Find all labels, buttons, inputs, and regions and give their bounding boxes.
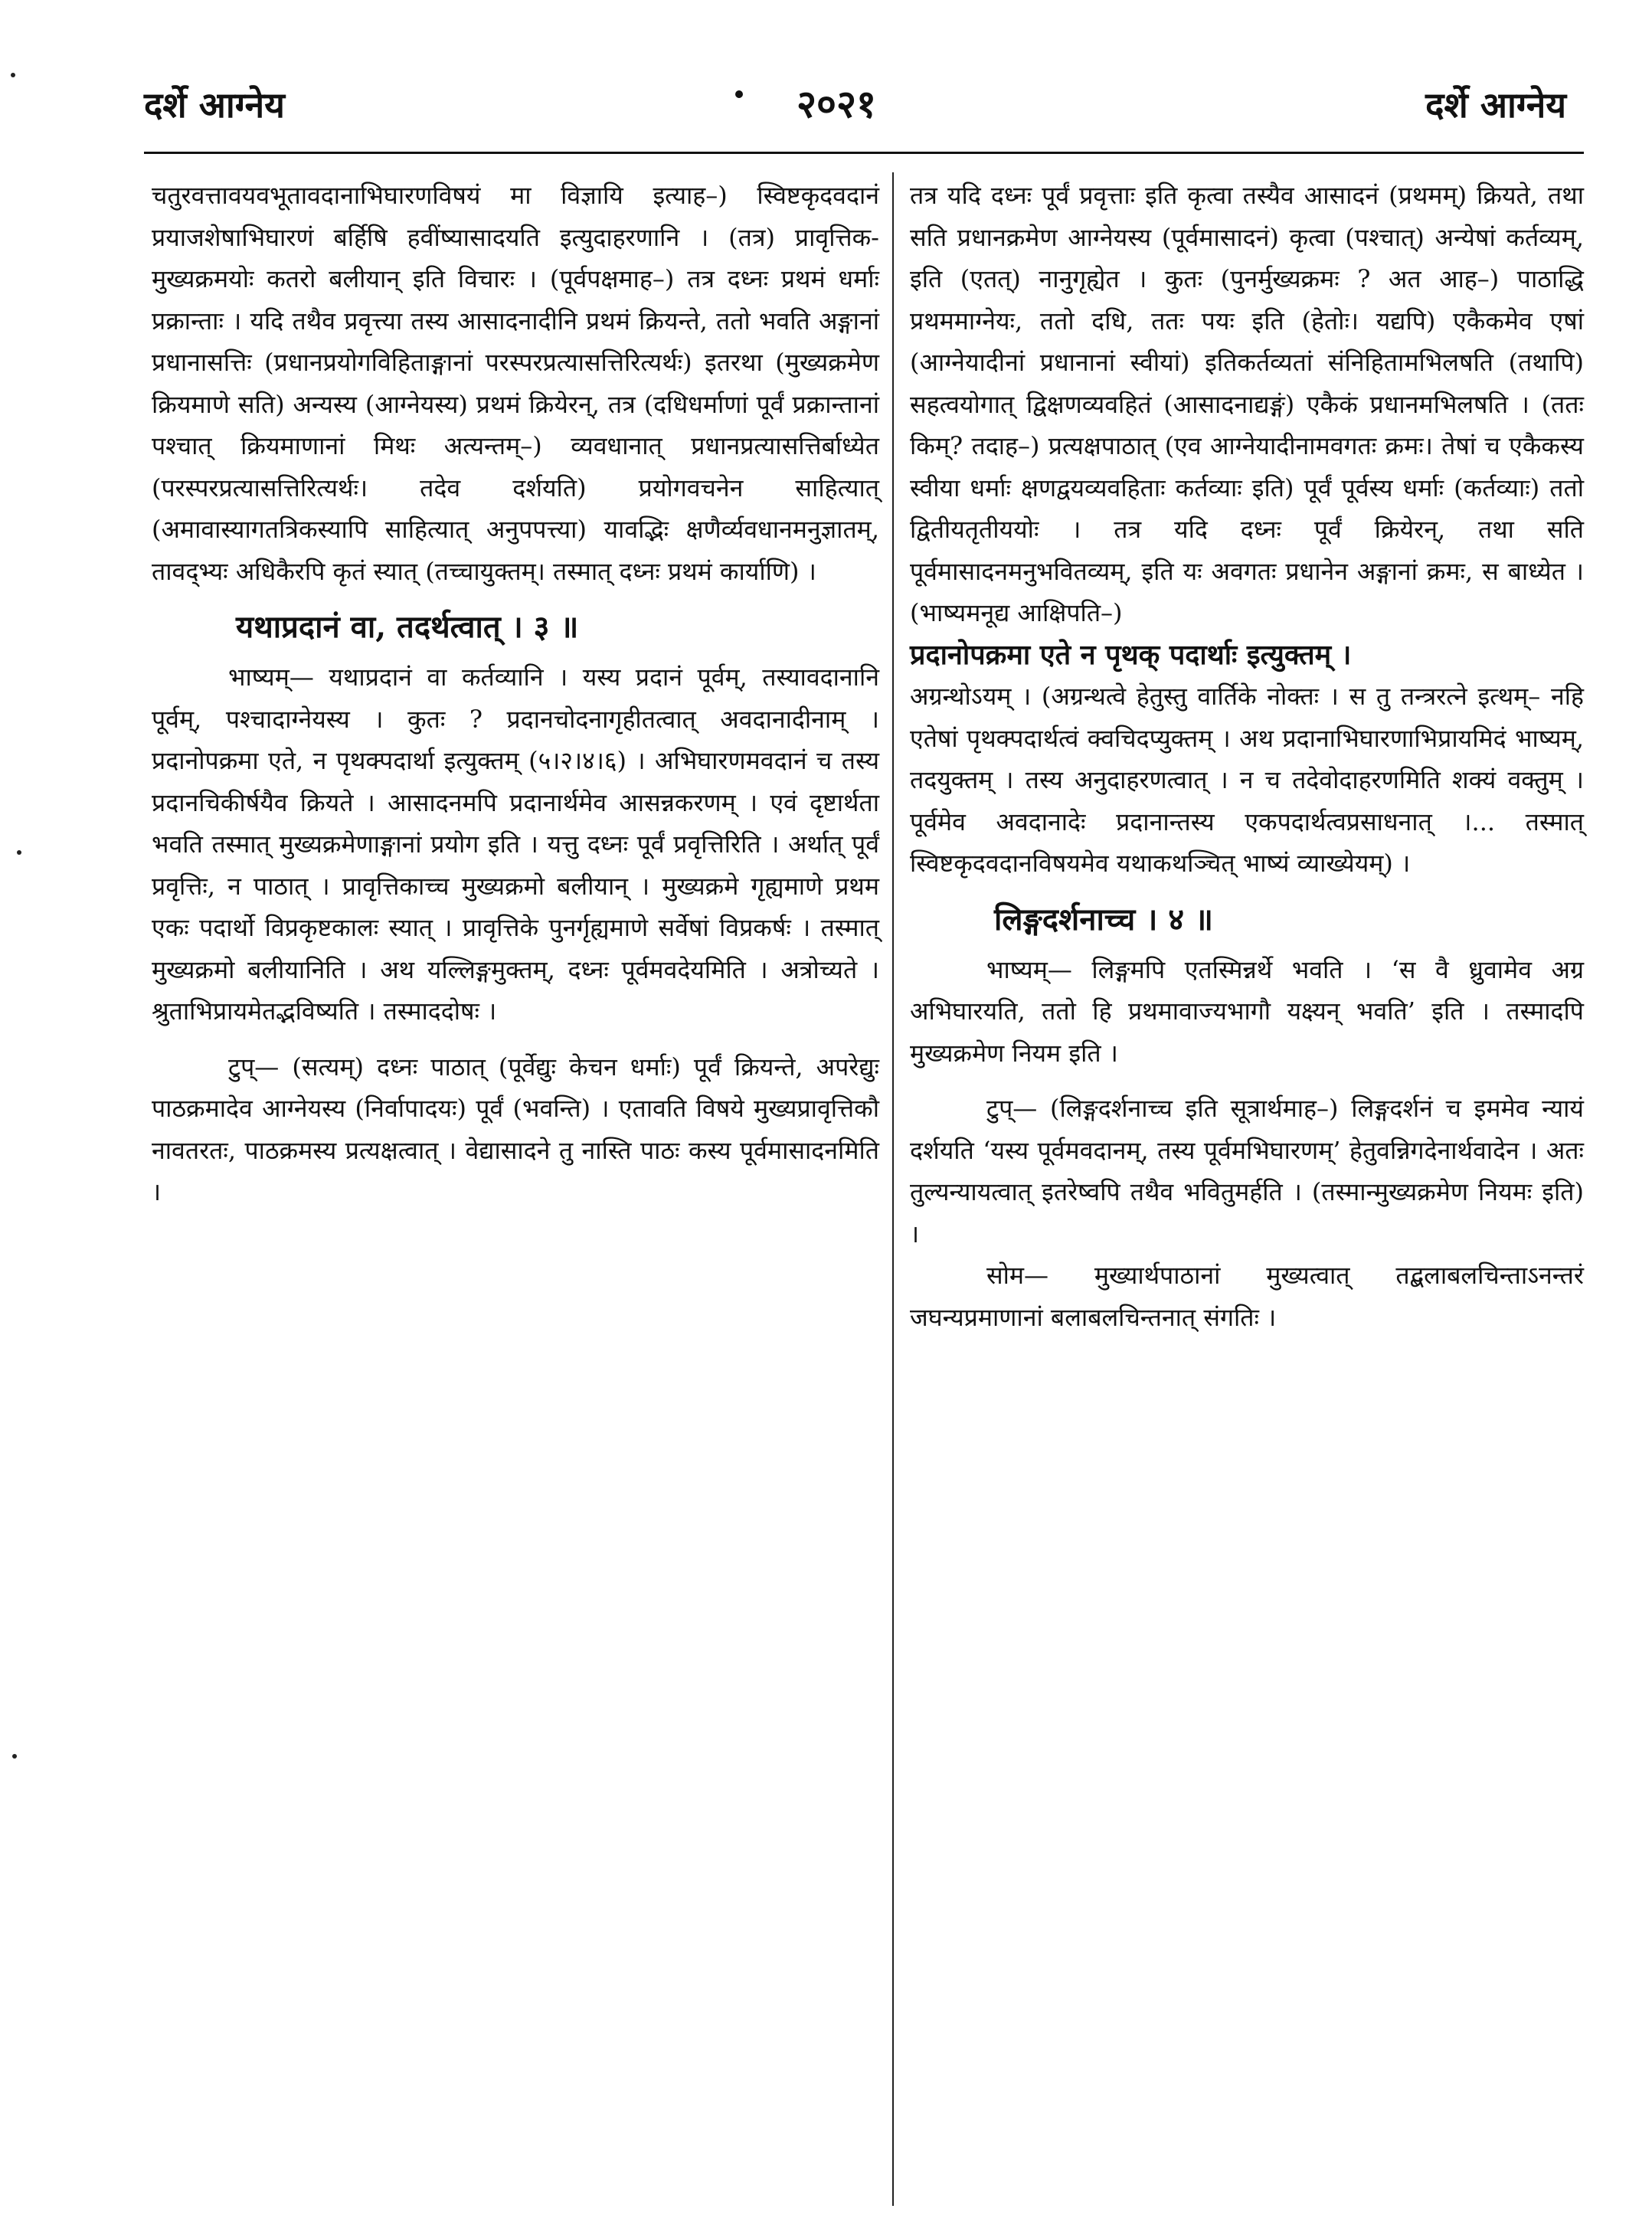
column-divider — [892, 172, 894, 2206]
running-head-right: दर्शे आग्नेय — [1425, 84, 1566, 126]
pratika-highlight: प्रदानोपक्रमा एते न पृथक् पदार्थाः इत्युक्तम् । — [910, 638, 1352, 671]
page-number: २०२१ — [797, 81, 876, 126]
header-rule — [144, 152, 1584, 154]
left-para-1: चतुरवत्तावयवभूतावदानाभिघारणविषयं मा विज्ञायि इत्याह–) स्विष्टकृदवदानं प्रयाजशेषाभिघारणं बर्हिषि हवींष्यासादयति इत्युदाहरणानि । (तत्र) प्रावृत्तिक-मुख्यक्रमयोः कतरो बलीयान् इति विचारः । (पूर्वपक्षमाह–) तत्र दध्नः प्रथमं धर्माः प्रक्रान्ताः । यदि तथैव प्रवृत्त्या तस्य आसादनादीनि प्रथमं क्रियन्ते, ततो भवति अङ्गानां प्रधानासत्तिः (प्रधानप्रयोगविहिताङ्गानां परस्परप्रत्यासत्तिरित्यर्थः) इतरथा (मुख्यक्रमेण क्रियमाणे सति) अन्यस्य (आग्नेयस्य) प्रथमं क्रियेरन्, तत्र (दधिधर्माणां पूर्वं प्रक्रान्तानां पश्चात् क्रियमाणानां मिथः अत्यन्तम्–) व्यवधानात् प्रधानप्रत्यासत्तिर्बाध्येत (परस्परप्रत्यासत्तिरित्यर्थः। तदेव दर्शयति) प्रयोगवचनेन साहित्यात् (अमावास्यागतत्रिकस्यापि साहित्यात् अनुपपत्त्या) यावद्भिः क्षणैर्व्यवधानमनुज्ञातम्, तावद्भ्यः अधिकैरपि कृतं स्यात् (तच्चायुक्तम्। तस्मात् दध्नः प्रथमं कार्याणि) । — [152, 181, 879, 586]
running-head-left: दर्शे आग्नेय — [144, 84, 285, 126]
sutra-3: यथाप्रदानं वा, तदर्थत्वात् । ३ ॥ — [236, 609, 579, 645]
soma-note: सोम— मुख्यार्थपाठानां मुख्यत्वात् तद्बलाबलचिन्ताऽनन्तरं जघन्यप्रमाणानां बलाबलचिन्तनात् संगतिः । — [910, 1261, 1584, 1332]
page-header — [0, 0, 1652, 153]
tup-4: टुप्— (लिङ्गदर्शनाच्च इति सूत्रार्थमाह–) लिङ्गदर्शनं च इममेव न्यायं दर्शयति ‘यस्य पूर्वमवदानम्, तस्य पूर्वमभिघारणम्’ हेतुवन्निगदेनार्थवादेन । अतः तुल्यन्यायत्वात् इतरेष्वपि तथैव भवितुमर्हति । (तस्मान्मुख्यक्रमेण नियमः इति) । — [910, 1094, 1584, 1248]
bhashya-4: भाष्यम्— लिङ्गमपि एतस्मिन्नर्थे भवति । ‘स वै ध्रुवामेव अग्र अभिघारयति, ततो हि प्रथमावाज्यभागौ यक्ष्यन् भवति’ इति । तस्मादपि मुख्यक्रमेण नियम इति । — [910, 954, 1584, 1068]
right-para-2: अग्रन्थोऽयम् । (अग्रन्थत्वे हेतुस्तु वार्तिके नोक्तः । स तु तन्त्ररत्ने इत्थम्– नहि एतेषां पृथक्पदार्थत्वं क्वचिदप्युक्तम् । अथ प्रदानाभिघारणाभिप्रायमिदं भाष्यम्, तदयुक्तम् । तस्य अनुदाहरणत्वात् । न च तदेवोदाहरणमिति शक्यं वक्तुम् । पूर्वमेव अवदानादेः प्रदानान्तस्य एकपदार्थत्वप्रसाधनात् ।... तस्मात् स्विष्टकृदवदानविषयमेव यथाकथञ्चित् भाष्यं व्याख्येयम्) । — [910, 682, 1584, 878]
left-column — [152, 175, 879, 1213]
header-dot — [735, 90, 743, 98]
scan-speck — [17, 850, 21, 855]
right-para-1: तत्र यदि दध्नः पूर्वं प्रवृत्ताः इति कृत्वा तस्यैव आसादनं (प्रथमम्) क्रियते, तथा सति प्रधानक्रमेण आग्नेयस्य (पूर्वमासादनं) कृत्वा (पश्चात्) अन्येषां कर्तव्यम्, इति (एतत्) नानुगृह्येत । कुतः (पुनर्मुख्यक्रमः ? अत आह–) पाठाद्धि प्रथममाग्नेयः, ततो दधि, ततः पयः इति (हेतोः। यद्यपि) एकैकमेव एषां (आग्नेयादीनां प्रधानानां स्वीयां) इतिकर्तव्यतां संनिहितामभिलषति (तथापि) सहत्वयोगात् द्विक्षणव्यवहितं (आसादनाद्यङ्गं) एकैकं प्रधानमभिलषति । (ततः किम्? तदाह–) प्रत्यक्षपाठात् (एव आग्नेयादीनामवगतः क्रमः। तेषां च एकैकस्य स्वीया धर्माः क्षणद्वयव्यवहिताः कर्तव्याः इति) पूर्वं पूर्वस्य धर्माः (कर्तव्याः) ततो द्वितीयतृतीययोः । तत्र यदि दध्नः पूर्वं क्रियेरन्, तथा सति पूर्वमासादनमनुभवितव्यम्, इति यः अवगतः प्रधानेन अङ्गानां क्रमः, स बाध्येत । (भाष्यमनूद्य आक्षिपति–) — [910, 181, 1584, 627]
scan-speck — [12, 1754, 17, 1759]
tup-3: टुप्— (सत्यम्) दध्नः पाठात् (पूर्वेद्युः केचन धर्माः) पूर्वं क्रियन्ते, अपरेद्युः पाठक्रमादेव आग्नेयस्य (निर्वापादयः) पूर्वं (भवन्ति) । एतावति विषये मुख्यप्रावृत्तिकौ नावतरतः, पाठक्रमस्य प्रत्यक्षत्वात् । वेद्यासादने तु नास्ति पाठः कस्य पूर्वमासादनमिति । — [152, 1052, 879, 1206]
sutra-4: लिङ्गदर्शनाच्च । ४ ॥ — [994, 901, 1213, 937]
right-column — [910, 175, 1584, 1338]
bhashya-3: भाष्यम्— यथाप्रदानं वा कर्तव्यानि । यस्य प्रदानं पूर्वम्, तस्यावदानानि पूर्वम्, पश्चादाग्नेयस्य । कुतः ? प्रदानचोदनागृहीतत्वात् अवदानादीनाम् । प्रदानोपक्रमा एते, न पृथक्पदार्था इत्युक्तम् (५।२।४।६) । अभिघारणमवदानं च तस्य प्रदानचिकीर्षयैव क्रियते । आसादनमपि प्रदानार्थमेव आसन्नकरणम् । एवं दृष्टार्थता भवति तस्मात् मुख्यक्रमेणाङ्गानां प्रयोग इति । यत्तु दध्नः पूर्वं प्रवृत्तिरिति । अर्थात् पूर्वं प्रवृत्तिः, न पाठात् । प्रावृत्तिकाच्च मुख्यक्रमो बलीयान् । मुख्यक्रमे गृह्यमाणे प्रथम एकः पदार्थो विप्रकृष्टकालः स्यात् । प्रावृत्तिके पुनर्गृह्यमाणे सर्वेषां विप्रकर्षः । तस्मात् मुख्यक्रमो बलीयानिति । अथ यल्लिङ्गमुक्तम्, दध्नः पूर्वमवदेयमिति । अत्रोच्यते । श्रुताभिप्रायमेतद्भविष्यति । तस्माददोषः । — [152, 663, 879, 1026]
scan-speck — [11, 73, 15, 77]
